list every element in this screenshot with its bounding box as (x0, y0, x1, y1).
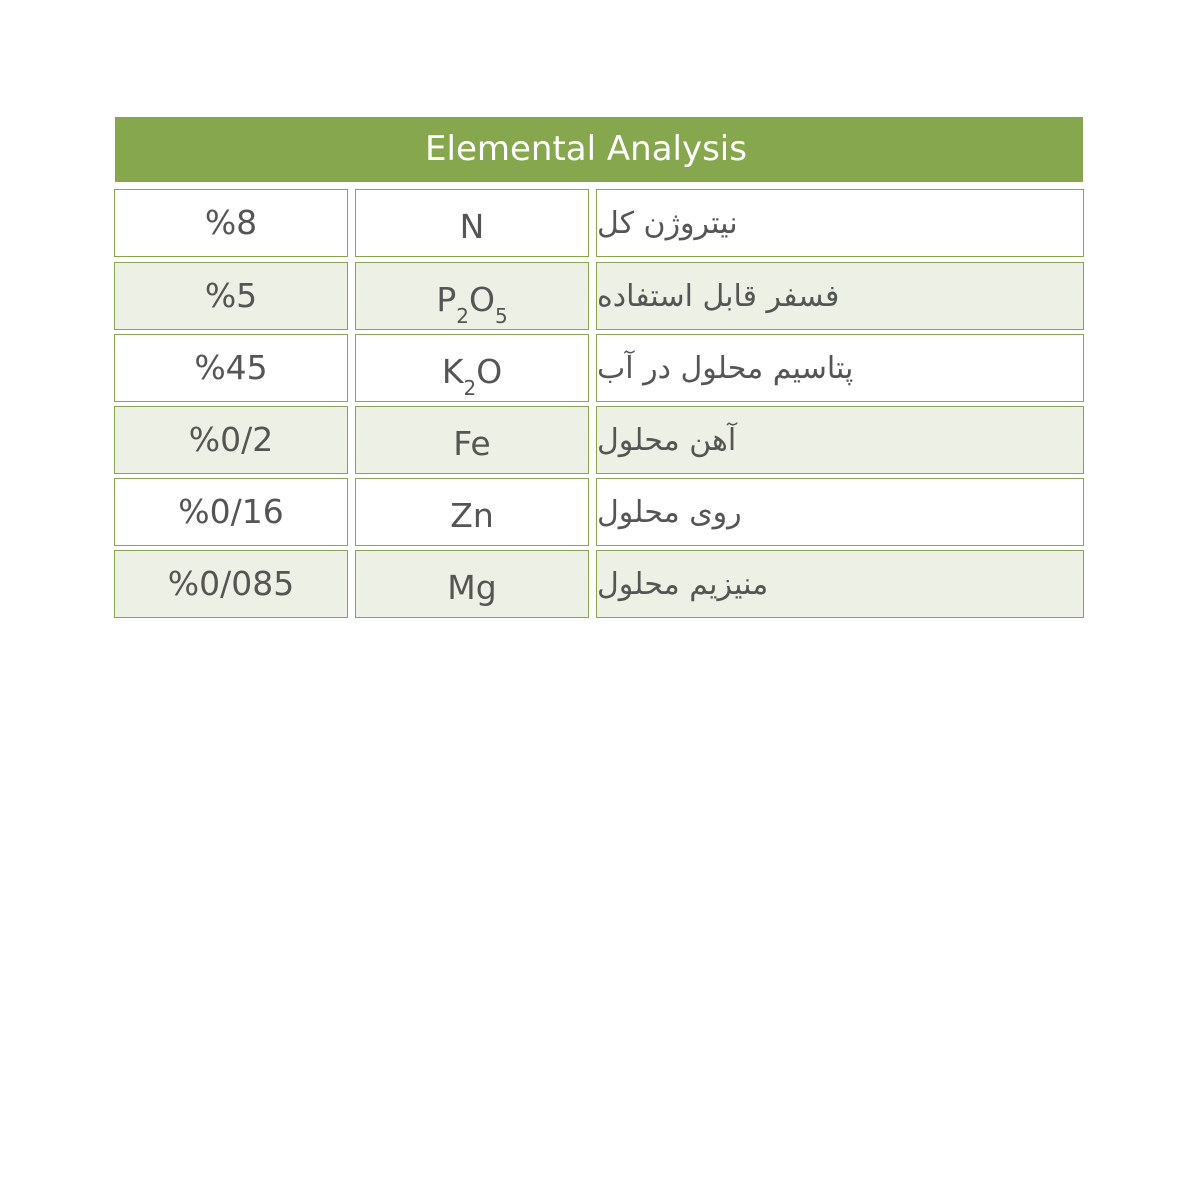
name-cell: آهن محلول (596, 406, 1084, 474)
value-cell: %45 (114, 334, 348, 402)
value-cell: %0/085 (114, 550, 348, 618)
chemical-formula (436, 274, 508, 328)
chemical-formula (450, 490, 494, 535)
chemical-formula (460, 201, 485, 246)
value-cell: %5 (114, 262, 348, 330)
formula-element: P (436, 279, 457, 319)
symbol-cell (355, 334, 589, 402)
formula-subscript: 2 (463, 375, 477, 400)
symbol-cell (355, 478, 589, 546)
name-cell: فسفر قابل استفاده (596, 262, 1084, 330)
symbol-cell (355, 262, 589, 330)
value-cell: %0/16 (114, 478, 348, 546)
chemical-formula (441, 346, 503, 400)
symbol-cell (355, 189, 589, 257)
formula-subscript: 5 (494, 303, 508, 328)
chemical-formula (447, 562, 496, 607)
formula-element: K (441, 351, 464, 391)
name-cell: پتاسیم محلول در آب (596, 334, 1084, 402)
formula-element: O (468, 279, 495, 319)
formula-element: Zn (450, 495, 494, 535)
symbol-cell (355, 406, 589, 474)
table-row (114, 478, 1084, 546)
table-row (114, 262, 1084, 330)
table-title: Elemental Analysis (115, 117, 1083, 182)
name-cell: روی محلول (596, 478, 1084, 546)
table-row (114, 406, 1084, 474)
formula-element: Fe (453, 423, 491, 463)
table-row (114, 550, 1084, 618)
formula-subscript: 2 (456, 303, 469, 328)
name-cell: منیزیم محلول (596, 550, 1084, 618)
formula-element: O (476, 351, 503, 391)
table-row (114, 189, 1084, 257)
formula-element: N (459, 206, 485, 246)
symbol-cell (355, 550, 589, 618)
value-cell: %0/2 (114, 406, 348, 474)
table-row (114, 334, 1084, 402)
chemical-formula (453, 418, 490, 463)
name-cell: نیتروژن کل (596, 189, 1084, 257)
value-cell: %8 (114, 189, 348, 257)
formula-element: Mg (447, 567, 497, 607)
